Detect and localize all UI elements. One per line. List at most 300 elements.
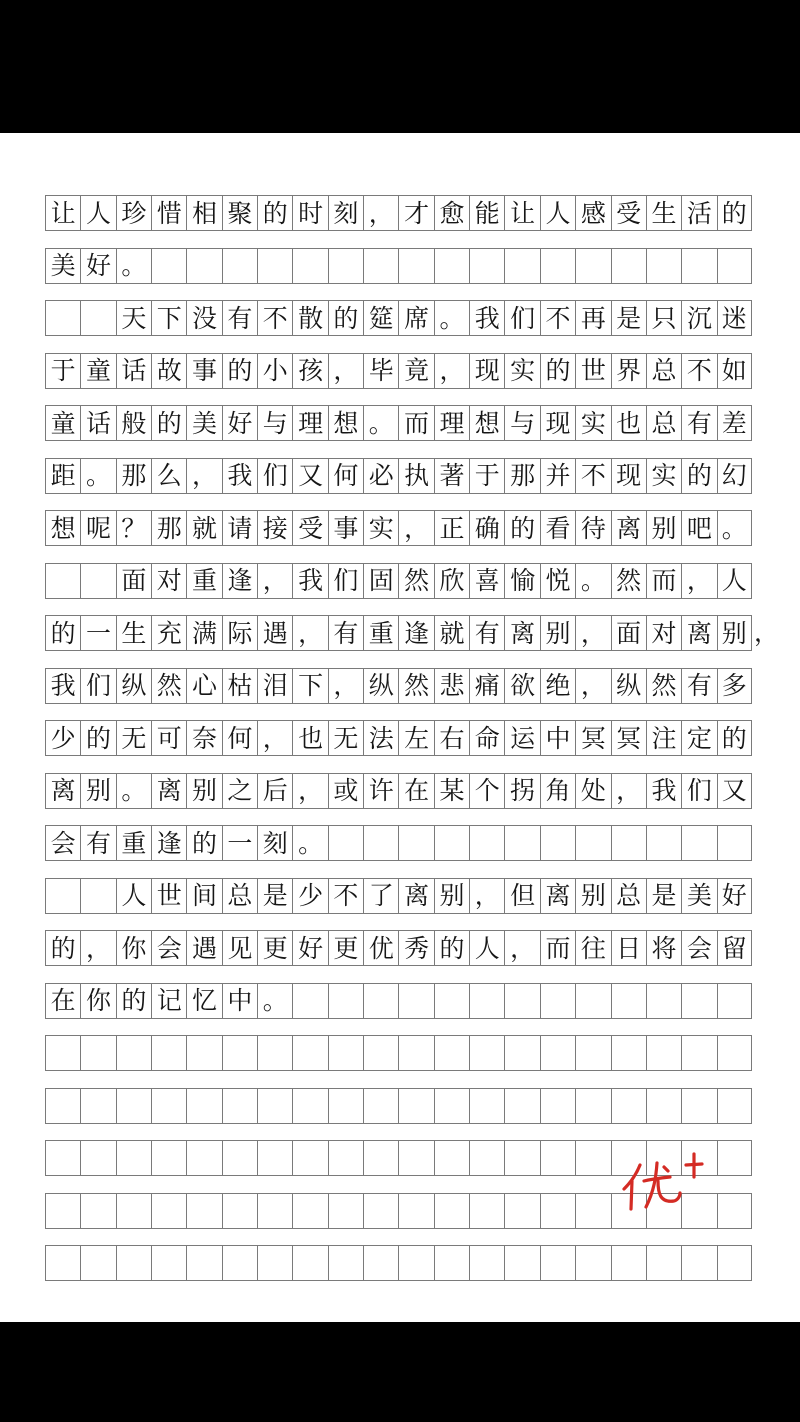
grid-cell	[363, 1245, 398, 1281]
grid-cell	[540, 1035, 575, 1071]
grid-cell	[222, 1088, 257, 1124]
grid-cell: 人	[717, 563, 752, 599]
grid-cell: 离	[151, 773, 186, 809]
grid-cell: 让	[45, 195, 80, 231]
grid-cell: 悲	[434, 668, 469, 704]
grid-cell	[575, 1035, 610, 1071]
grid-cell: 才	[398, 195, 433, 231]
grid-cell	[504, 1088, 539, 1124]
essay-line	[45, 983, 752, 1019]
grid-cell	[575, 1193, 610, 1229]
grid-cell: 好	[292, 930, 327, 966]
grid-cell: 忆	[186, 983, 221, 1019]
grid-cell: 吧	[681, 510, 716, 546]
grid-cell	[328, 1193, 363, 1229]
grid-cell: 差	[717, 405, 752, 441]
grid-cell: 绝	[540, 668, 575, 704]
grid-cell: 别	[540, 615, 575, 651]
grid-cell: 某	[434, 773, 469, 809]
grid-cell: 于	[469, 458, 504, 494]
grid-cell: 实	[363, 510, 398, 546]
grid-cell	[328, 1088, 363, 1124]
grid-cell	[717, 248, 752, 284]
grid-cell	[257, 1088, 292, 1124]
grid-cell: 著	[434, 458, 469, 494]
grid-cell: 又	[292, 458, 327, 494]
grid-cell	[398, 1088, 433, 1124]
grid-cell	[257, 248, 292, 284]
grid-cell	[292, 1140, 327, 1176]
grid-cell	[80, 1245, 115, 1281]
grid-cell: ，	[257, 563, 292, 599]
grid-cell	[717, 825, 752, 861]
grid-cell: 少	[45, 720, 80, 756]
grid-cell	[45, 1140, 80, 1176]
grid-cell: 的	[80, 720, 115, 756]
grid-cell: 而	[540, 930, 575, 966]
grid-cell: 有	[681, 405, 716, 441]
grid-cell	[469, 1140, 504, 1176]
grid-cell	[151, 1140, 186, 1176]
grid-cell: 少	[292, 878, 327, 914]
grid-cell	[292, 1193, 327, 1229]
grid-cell	[292, 983, 327, 1019]
grid-cell: 对	[646, 615, 681, 651]
grid-cell	[116, 1035, 151, 1071]
grid-cell: 又	[717, 773, 752, 809]
grid-cell: 与	[257, 405, 292, 441]
grid-cell: 美	[45, 248, 80, 284]
grid-cell	[681, 1035, 716, 1071]
grid-cell: 后	[257, 773, 292, 809]
grid-cell	[186, 1245, 221, 1281]
grid-cell: ，	[611, 773, 646, 809]
essay-line	[45, 1088, 752, 1124]
grid-cell: 刻	[328, 195, 363, 231]
grid-cell	[151, 1088, 186, 1124]
grid-cell: 。	[363, 405, 398, 441]
grid-cell	[434, 1140, 469, 1176]
grid-cell: 有	[80, 825, 115, 861]
grid-cell	[45, 1088, 80, 1124]
grid-cell: ，	[434, 353, 469, 389]
grid-cell: 遇	[186, 930, 221, 966]
essay-line	[45, 825, 752, 861]
grid-cell	[646, 248, 681, 284]
grid-cell	[717, 1088, 752, 1124]
grid-cell	[469, 1035, 504, 1071]
grid-cell: 然	[151, 668, 186, 704]
grid-cell: 竟	[398, 353, 433, 389]
grid-cell	[540, 248, 575, 284]
grid-cell: 感	[575, 195, 610, 231]
grid-cell: 相	[186, 195, 221, 231]
grid-cell	[186, 248, 221, 284]
grid-cell	[151, 1035, 186, 1071]
grid-cell	[80, 300, 115, 336]
essay-line	[45, 563, 752, 599]
grid-cell	[222, 1245, 257, 1281]
grid-cell: 重	[363, 615, 398, 651]
grid-cell: ，	[681, 563, 716, 599]
essay-line	[45, 615, 752, 651]
essay-line	[45, 458, 752, 494]
grid-cell: 刻	[257, 825, 292, 861]
grid-cell: 重	[116, 825, 151, 861]
grid-cell	[80, 878, 115, 914]
grid-cell	[469, 248, 504, 284]
grid-cell	[363, 1088, 398, 1124]
grid-cell	[222, 1193, 257, 1229]
grid-cell: 呢	[80, 510, 115, 546]
grid-cell: 法	[363, 720, 398, 756]
grid-cell: 。	[434, 300, 469, 336]
grid-cell: 不	[540, 300, 575, 336]
grid-cell: ，	[257, 720, 292, 756]
grid-cell: 中	[222, 983, 257, 1019]
grid-cell: 一	[80, 615, 115, 651]
grid-cell: 筵	[363, 300, 398, 336]
grid-cell	[45, 878, 80, 914]
grid-cell: 重	[186, 563, 221, 599]
grid-cell	[469, 825, 504, 861]
grid-cell: 离	[398, 878, 433, 914]
grid-cell: 。	[717, 510, 752, 546]
grid-cell: 世	[575, 353, 610, 389]
essay-line	[45, 353, 752, 389]
grid-cell: ？	[116, 510, 151, 546]
grid-cell	[186, 1035, 221, 1071]
grid-cell	[328, 1245, 363, 1281]
essay-line	[45, 248, 752, 284]
essay-line	[45, 1245, 752, 1281]
grid-cell	[717, 983, 752, 1019]
grid-cell: 在	[45, 983, 80, 1019]
grid-cell: ，	[328, 353, 363, 389]
grid-cell: 美	[681, 878, 716, 914]
grid-cell: 我	[469, 300, 504, 336]
grid-cell	[504, 248, 539, 284]
grid-cell: 左	[398, 720, 433, 756]
grid-cell: 沉	[681, 300, 716, 336]
grid-cell: 欲	[504, 668, 539, 704]
grid-cell: 离	[504, 615, 539, 651]
grid-cell: 而	[646, 563, 681, 599]
grid-cell: 欣	[434, 563, 469, 599]
grid-cell	[186, 1193, 221, 1229]
grid-cell	[717, 1140, 752, 1176]
grid-cell: 毕	[363, 353, 398, 389]
grid-cell	[292, 1088, 327, 1124]
grid-cell: 人	[80, 195, 115, 231]
grid-cell	[717, 1193, 752, 1229]
grid-cell	[717, 1245, 752, 1281]
grid-cell: 事	[328, 510, 363, 546]
grid-cell: 能	[469, 195, 504, 231]
grid-cell: 离	[540, 878, 575, 914]
grid-cell: 然	[611, 563, 646, 599]
grid-cell: 事	[186, 353, 221, 389]
teacher-grade-mark	[618, 1151, 708, 1215]
grid-cell: 右	[434, 720, 469, 756]
grid-cell: 纵	[363, 668, 398, 704]
grid-cell: 的	[681, 458, 716, 494]
grid-cell: 我	[222, 458, 257, 494]
grid-cell: 话	[116, 353, 151, 389]
grid-cell: 是	[646, 878, 681, 914]
grid-cell: 那	[151, 510, 186, 546]
grid-cell: 离	[45, 773, 80, 809]
grid-cell: 的	[222, 353, 257, 389]
grid-cell	[222, 1035, 257, 1071]
grid-cell: 的	[540, 353, 575, 389]
grid-cell: 的	[717, 720, 752, 756]
grid-cell	[45, 1193, 80, 1229]
grid-cell	[434, 983, 469, 1019]
grid-cell: 许	[363, 773, 398, 809]
grid-cell: 或	[328, 773, 363, 809]
grid-cell	[398, 1245, 433, 1281]
grid-cell: 拐	[504, 773, 539, 809]
grid-cell: 不	[328, 878, 363, 914]
essay-line	[45, 300, 752, 336]
grid-cell: 记	[151, 983, 186, 1019]
grid-cell: ，	[469, 878, 504, 914]
grid-cell: 待	[575, 510, 610, 546]
grid-cell: 如	[717, 353, 752, 389]
grid-cell: 离	[611, 510, 646, 546]
grid-cell	[575, 825, 610, 861]
grid-cell: 而	[398, 405, 433, 441]
grid-cell: 总	[611, 878, 646, 914]
grid-cell: ，	[292, 773, 327, 809]
grid-cell: 别	[186, 773, 221, 809]
grid-cell	[434, 825, 469, 861]
grid-cell: 没	[186, 300, 221, 336]
grid-cell	[434, 1088, 469, 1124]
grid-cell	[646, 825, 681, 861]
grid-cell	[328, 1140, 363, 1176]
grid-cell: 话	[80, 405, 115, 441]
grid-cell: 注	[646, 720, 681, 756]
grid-cell	[469, 983, 504, 1019]
grid-cell: 秀	[398, 930, 433, 966]
grid-cell: 日	[611, 930, 646, 966]
grid-cell: 么	[151, 458, 186, 494]
grid-cell: 悦	[540, 563, 575, 599]
essay-line	[45, 1035, 752, 1071]
grid-cell: 再	[575, 300, 610, 336]
grid-cell: 好	[717, 878, 752, 914]
grid-cell: 别	[646, 510, 681, 546]
grid-cell: 无	[328, 720, 363, 756]
grid-cell: 定	[681, 720, 716, 756]
grid-cell: 看	[540, 510, 575, 546]
grid-cell: 痛	[469, 668, 504, 704]
grid-cell	[116, 1140, 151, 1176]
grid-cell	[257, 1245, 292, 1281]
grid-cell: 多	[717, 668, 752, 704]
grid-cell: 不	[257, 300, 292, 336]
grid-cell	[611, 1035, 646, 1071]
grid-cell: 。	[80, 458, 115, 494]
grid-cell: 你	[80, 983, 115, 1019]
grid-cell: 逢	[222, 563, 257, 599]
grid-cell: 别	[80, 773, 115, 809]
grid-cell	[292, 248, 327, 284]
grid-cell: 别	[434, 878, 469, 914]
grid-cell: ，	[186, 458, 221, 494]
grid-cell: 们	[257, 458, 292, 494]
grid-cell: 接	[257, 510, 292, 546]
grid-cell	[611, 983, 646, 1019]
grid-cell: 一	[222, 825, 257, 861]
margin-punctuation: ，	[754, 618, 780, 647]
essay-line	[45, 668, 752, 704]
grid-cell	[398, 248, 433, 284]
grid-cell: 愈	[434, 195, 469, 231]
grid-cell: 只	[646, 300, 681, 336]
grid-cell: 故	[151, 353, 186, 389]
grid-cell: 散	[292, 300, 327, 336]
grid-cell: 孩	[292, 353, 327, 389]
grid-cell: 幻	[717, 458, 752, 494]
grid-cell: 愉	[504, 563, 539, 599]
grid-cell: 天	[116, 300, 151, 336]
grid-cell: 的	[328, 300, 363, 336]
essay-line	[45, 405, 752, 441]
grid-cell: 受	[292, 510, 327, 546]
grid-cell: 你	[116, 930, 151, 966]
grid-cell: 优	[363, 930, 398, 966]
grid-cell	[540, 1088, 575, 1124]
grid-cell: 们	[80, 668, 115, 704]
grid-cell	[504, 983, 539, 1019]
grid-cell	[398, 983, 433, 1019]
grid-cell: 逢	[398, 615, 433, 651]
grid-cell	[80, 1035, 115, 1071]
grid-cell: 何	[328, 458, 363, 494]
grid-cell: 了	[363, 878, 398, 914]
grid-cell: 惜	[151, 195, 186, 231]
grid-cell	[434, 1193, 469, 1229]
grid-cell	[80, 1088, 115, 1124]
grid-cell	[292, 1245, 327, 1281]
grid-cell: 与	[504, 405, 539, 441]
grid-cell	[45, 563, 80, 599]
grid-cell	[222, 1140, 257, 1176]
grid-cell: ，	[575, 615, 610, 651]
grid-cell: 们	[328, 563, 363, 599]
grid-cell	[80, 563, 115, 599]
grid-cell: 我	[292, 563, 327, 599]
grid-cell: 。	[116, 773, 151, 809]
grid-cell: 。	[292, 825, 327, 861]
grid-cell: 想	[469, 405, 504, 441]
grid-cell: 美	[186, 405, 221, 441]
grid-cell: 枯	[222, 668, 257, 704]
grid-cell: 世	[151, 878, 186, 914]
grid-cell: 们	[504, 300, 539, 336]
grid-cell: 面	[116, 563, 151, 599]
grid-cell	[151, 248, 186, 284]
grid-cell	[469, 1245, 504, 1281]
grid-cell	[611, 1245, 646, 1281]
grid-cell: 总	[646, 405, 681, 441]
grid-cell: 好	[80, 248, 115, 284]
grid-cell: 实	[646, 458, 681, 494]
grid-cell: 面	[611, 615, 646, 651]
grid-cell: 活	[681, 195, 716, 231]
grid-cell	[504, 1035, 539, 1071]
grid-cell: 现	[540, 405, 575, 441]
grid-cell	[540, 1193, 575, 1229]
grid-cell: 现	[611, 458, 646, 494]
grid-cell	[116, 1245, 151, 1281]
grid-cell: 中	[540, 720, 575, 756]
grid-cell: 聚	[222, 195, 257, 231]
grid-cell: 迷	[717, 300, 752, 336]
grid-cell: 请	[222, 510, 257, 546]
grid-cell: 遇	[257, 615, 292, 651]
grid-cell: 充	[151, 615, 186, 651]
grid-cell	[186, 1088, 221, 1124]
grid-cell	[504, 825, 539, 861]
grid-cell: 珍	[116, 195, 151, 231]
grid-cell: 人	[540, 195, 575, 231]
grid-cell: 想	[328, 405, 363, 441]
grid-cell	[257, 1035, 292, 1071]
grid-cell: 喜	[469, 563, 504, 599]
grid-cell: 也	[611, 405, 646, 441]
grid-cell: 纵	[116, 668, 151, 704]
grid-cell	[328, 1035, 363, 1071]
grid-cell	[434, 1245, 469, 1281]
grid-cell: 泪	[257, 668, 292, 704]
grid-cell: 现	[469, 353, 504, 389]
essay-line	[45, 720, 752, 756]
grid-cell: 离	[681, 615, 716, 651]
grid-cell	[611, 825, 646, 861]
grid-cell	[363, 248, 398, 284]
grid-cell	[540, 1245, 575, 1281]
grid-cell: 纵	[611, 668, 646, 704]
grid-cell	[45, 1035, 80, 1071]
grid-cell	[575, 1088, 610, 1124]
grid-cell: 更	[257, 930, 292, 966]
grid-cell: 会	[45, 825, 80, 861]
grid-cell: 更	[328, 930, 363, 966]
grid-cell: 别	[717, 615, 752, 651]
grid-cell: 理	[434, 405, 469, 441]
grid-cell: 的	[504, 510, 539, 546]
grid-cell: ，	[575, 668, 610, 704]
grid-cell	[611, 1088, 646, 1124]
grid-cell: 并	[540, 458, 575, 494]
grid-cell	[398, 1035, 433, 1071]
grid-cell: 角	[540, 773, 575, 809]
grid-cell: 界	[611, 353, 646, 389]
grid-cell	[434, 1035, 469, 1071]
grid-cell: ，	[328, 668, 363, 704]
grid-cell	[363, 825, 398, 861]
grid-cell: 下	[151, 300, 186, 336]
grid-cell	[292, 1035, 327, 1071]
grid-cell: 处	[575, 773, 610, 809]
grid-cell: ，	[80, 930, 115, 966]
grid-cell: 受	[611, 195, 646, 231]
essay-line	[45, 510, 752, 546]
